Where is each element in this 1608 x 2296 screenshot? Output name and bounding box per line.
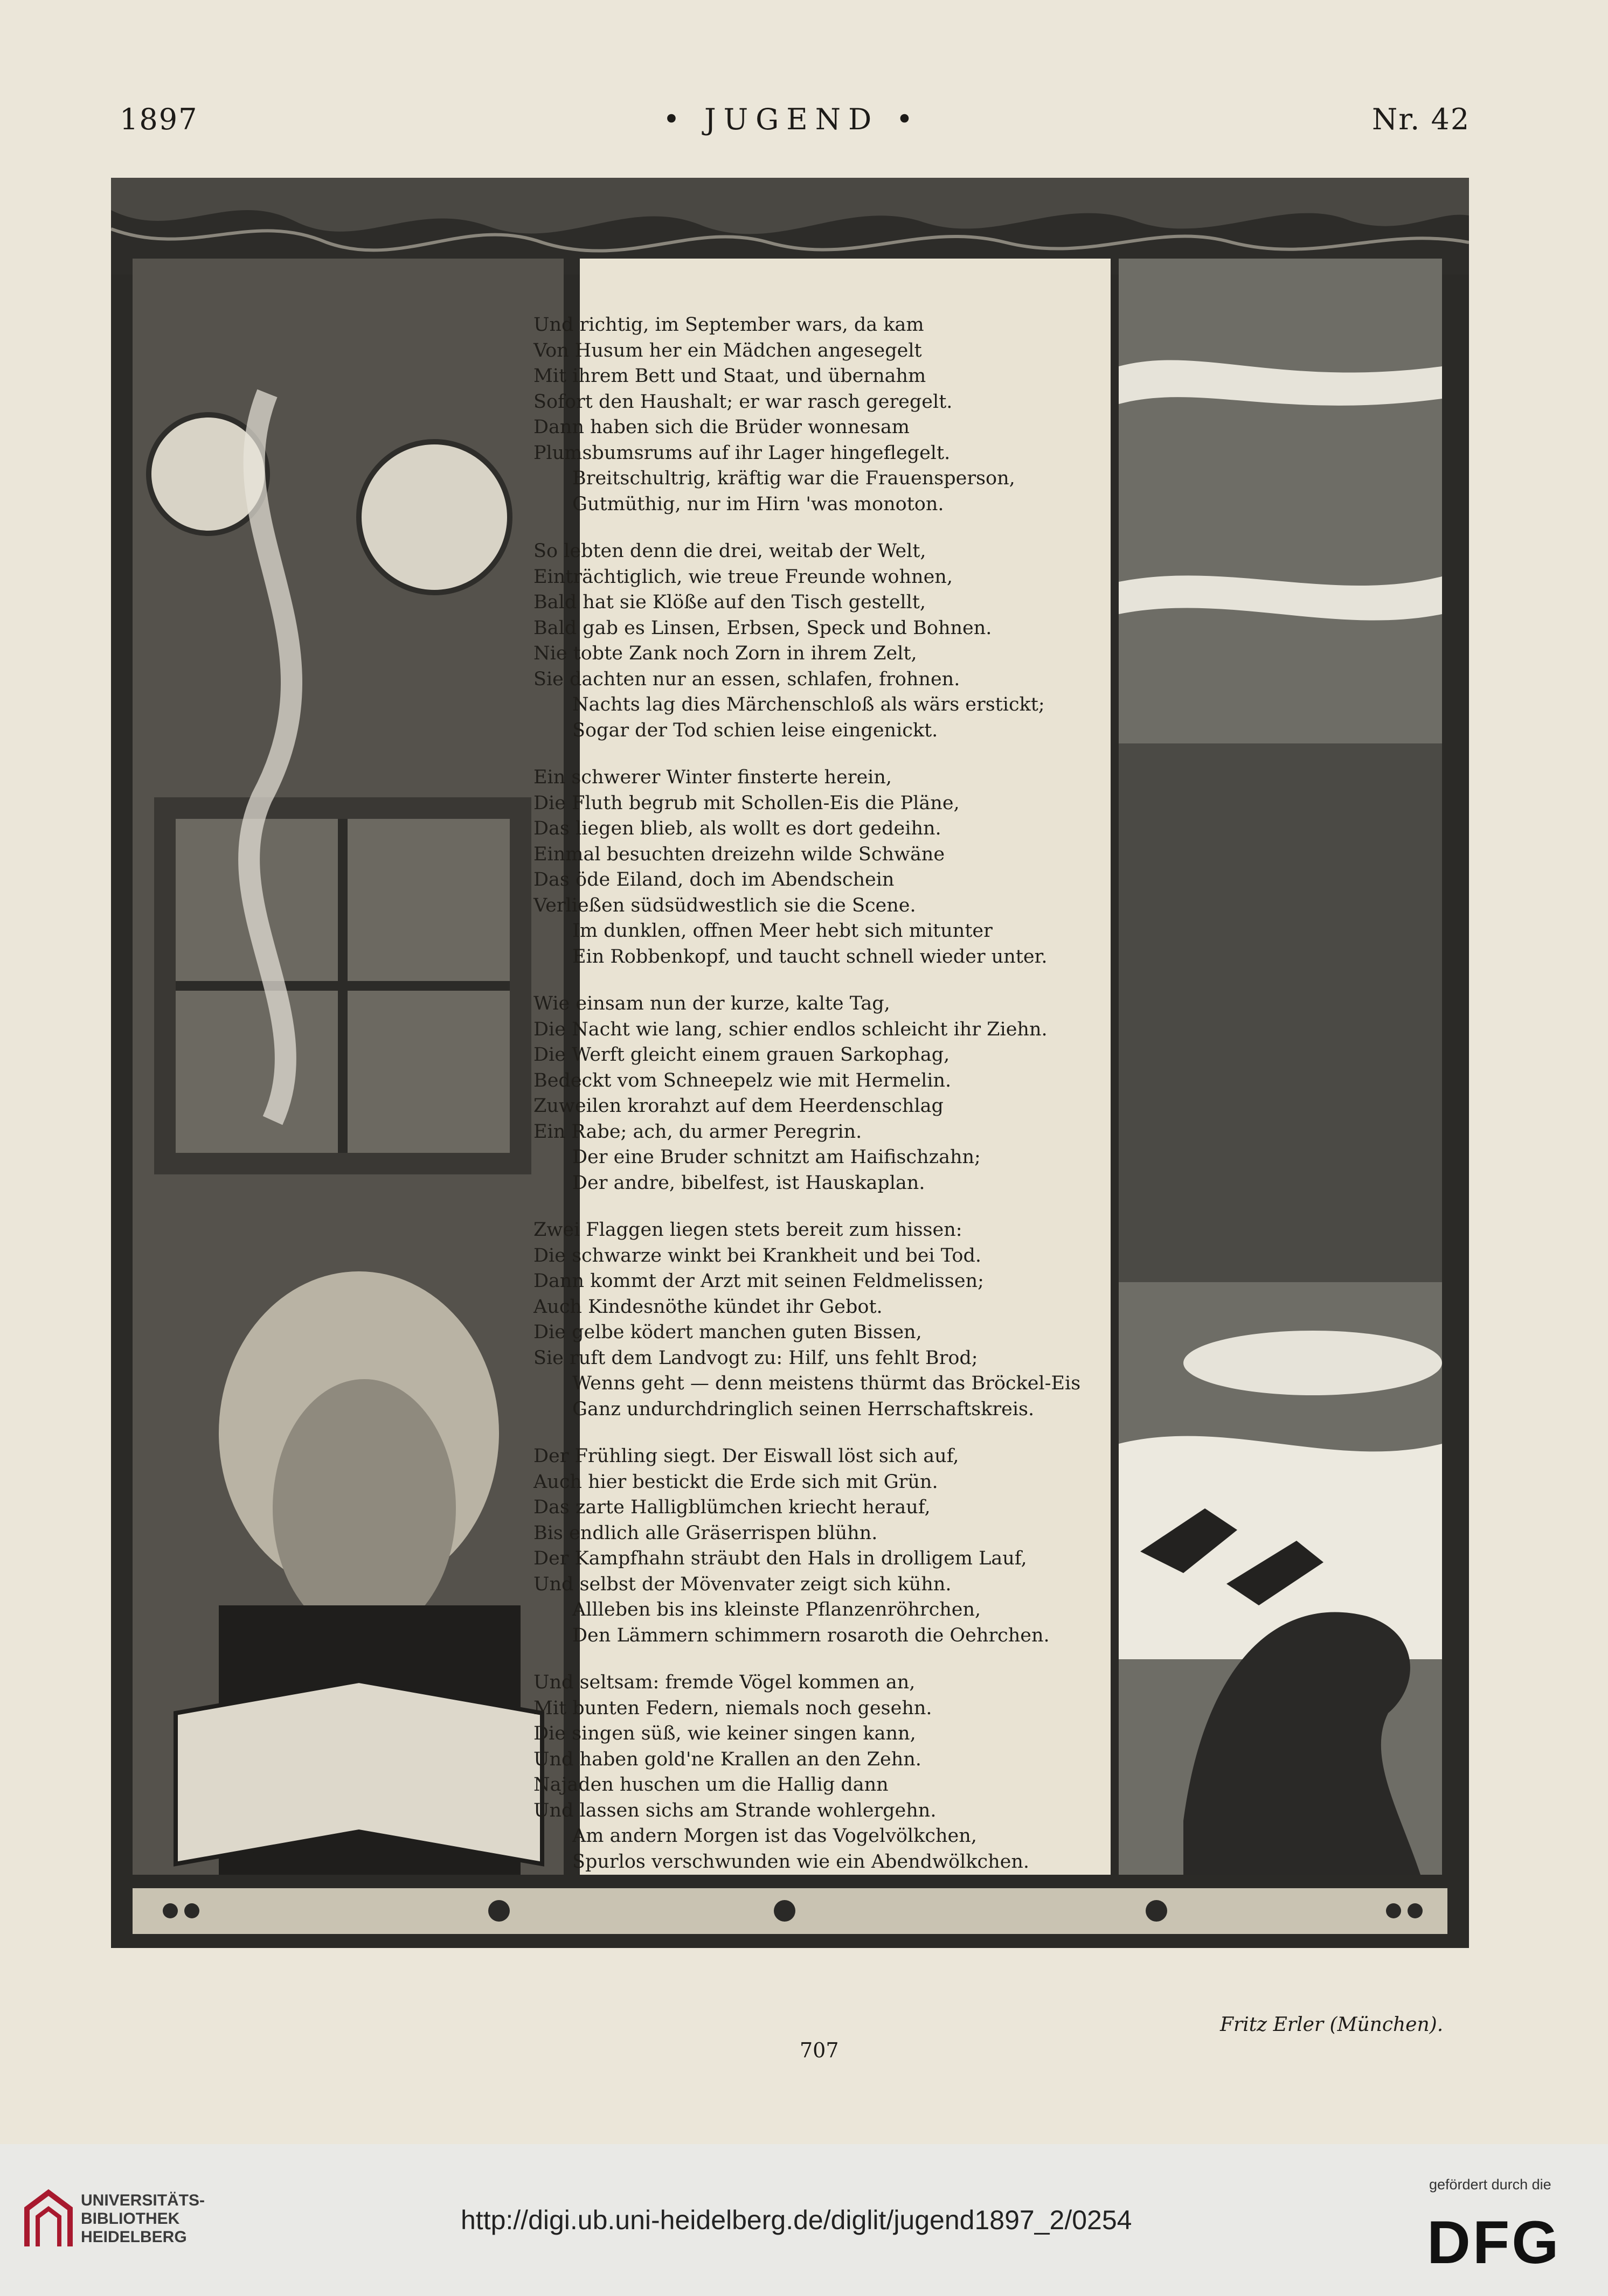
poem-line: Wenns geht — denn meistens thürmt das Bröckel-Eis [572, 1373, 1081, 1394]
poem-line: So lebten denn die drei, weitab der Welt, [533, 540, 926, 562]
permalink-url[interactable]: http://digi.ub.uni-heidelberg.de/diglit/jugend1897_2/0254 [461, 2205, 1132, 2235]
poem-line: Und haben gold'ne Krallen an den Zehn. [533, 1748, 921, 1770]
poem-line: Zwei Flaggen liegen stets bereit zum hissen: [533, 1219, 962, 1241]
poem-line: Breitschultrig, kräftig war die Frauensperson, [572, 468, 1015, 489]
artist-credit: Fritz Erler (München). [1220, 2014, 1444, 2036]
poem-line: Sie dachten nur an essen, schlafen, frohnen. [533, 668, 960, 690]
poem-line: Sofort den Haushalt; er war rasch geregelt. [533, 391, 953, 413]
poem-line: Von Husum her ein Mädchen angesegelt [533, 339, 922, 361]
poem-line: Der Frühling siegt. Der Eiswall löst sich auf, [533, 1445, 959, 1467]
header-title: • JUGEND • [663, 102, 921, 136]
poem-line: Im dunklen, offnen Meer hebt sich mitunter [572, 920, 993, 942]
poem-line: Und seltsam: fremde Vögel kommen an, [533, 1672, 916, 1693]
poem-line: Bis endlich alle Gräserrispen blühn. [533, 1522, 878, 1544]
poem-line: Das liegen blieb, als wollt es dort gedeihn. [533, 818, 941, 839]
poem-stanza [533, 312, 1099, 517]
poem-line: Auch hier bestickt die Erde sich mit Grün. [533, 1471, 938, 1493]
poem-stanza [533, 991, 1099, 1196]
poem-stanza [533, 765, 1099, 970]
poem-line: Sogar der Tod schien leise eingenickt. [572, 719, 938, 741]
poem-text [533, 312, 1099, 1896]
poem-line: Einmal besuchten dreizehn wilde Schwäne [533, 843, 945, 865]
poem-line: Der andre, bibelfest, ist Hauskaplan. [572, 1172, 925, 1194]
poem-line: Einträchtiglich, wie treue Freunde wohnen, [533, 566, 953, 588]
poem-line: Die Fluth begrub mit Schollen-Eis die Pläne, [533, 792, 960, 814]
poem-line: Plumsbumsrums auf ihr Lager hingeflegelt. [533, 442, 951, 464]
poem-line: Der Kampfhahn sträubt den Hals in drolligem Lauf, [533, 1548, 1027, 1569]
poem-line: Ganz undurchdringlich seinen Herrschaftskreis. [572, 1398, 1035, 1420]
poem-line: Dann kommt der Arzt mit seinen Feldmelissen; [533, 1270, 984, 1292]
dfg-logo[interactable]: DFG [1427, 2209, 1561, 2276]
poem-line: Bald hat sie Klöße auf den Tisch gestellt, [533, 592, 926, 613]
poem-line: Verließen südsüdwestlich sie die Scene. [533, 894, 916, 916]
poem-line: Der eine Bruder schnitzt am Haifischzahn; [572, 1146, 981, 1168]
library-name[interactable] [81, 2191, 205, 2246]
poem-line: Zuweilen krorahzt auf dem Heerdenschlag [533, 1095, 944, 1117]
poem-line: Den Lämmern schimmern rosaroth die Oehrchen. [572, 1624, 1050, 1646]
funding-note: gefördert durch die [1429, 2176, 1551, 2193]
library-name-line: UNIVERSITÄTS- [81, 2191, 205, 2209]
poem-line: Bedeckt vom Schneepelz wie mit Hermelin. [533, 1069, 952, 1091]
poem-stanza [533, 539, 1099, 743]
page-number: 707 [800, 2038, 839, 2062]
poem-line: Die Werft gleicht einem grauen Sarkophag, [533, 1044, 950, 1066]
poem-line: Dann haben sich die Brüder wonnesam [533, 416, 910, 438]
poem-line: Die schwarze winkt bei Krankheit und bei Tod. [533, 1244, 981, 1267]
poem-line: Najaden huschen um die Hallig dann [533, 1774, 889, 1796]
poem-line: Die Nacht wie lang, schier endlos schleicht ihr Ziehn. [533, 1018, 1048, 1040]
library-name-line: BIBLIOTHEK [81, 2210, 180, 2228]
poem-line: Bald gab es Linsen, Erbsen, Speck und Bohnen. [533, 617, 992, 639]
poem-line: Die singen süß, wie keiner singen kann, [533, 1723, 916, 1744]
poem-line: Und selbst der Mövenvater zeigt sich kühn. [533, 1573, 952, 1595]
poem-stanza [533, 1670, 1099, 1875]
header-issue: Nr. 42 [1372, 102, 1471, 136]
viewer-footer [0, 2144, 1608, 2296]
poem-line: Auch Kindesnöthe kündet ihr Gebot. [533, 1296, 883, 1318]
poem-line: Ein Robbenkopf, und taucht schnell wieder unter. [572, 945, 1048, 968]
poem-line: Am andern Morgen ist das Vogelvölkchen, [572, 1825, 977, 1847]
header-year: 1897 [120, 102, 198, 136]
poem-line: Allleben bis ins kleinste Pflanzenröhrchen, [572, 1599, 981, 1620]
scholar-reading-illustration [133, 259, 564, 1875]
poem-line: Spurlos verschwunden wie ein Abendwölkchen. [572, 1850, 1030, 1873]
poem-line: Mit ihrem Bett und Staat, und übernahm [533, 365, 926, 387]
poem-line: Ein schwerer Winter finsterte herein, [533, 767, 892, 788]
poem-line: Und lassen sichs am Strande wohlergehn. [533, 1799, 937, 1821]
poem-line: Und richtig, im September wars, da kam [533, 314, 924, 336]
poem-stanza [533, 1217, 1099, 1422]
poem-line: Ein Rabe; ach, du armer Peregrin. [533, 1121, 862, 1143]
library-name-line: HEIDELBERG [81, 2228, 187, 2246]
poem-stanza [533, 1444, 1099, 1648]
poem-line: Wie einsam nun der kurze, kalte Tag, [533, 993, 890, 1014]
poem-line: Nachts lag dies Märchenschloß als wärs erstickt; [572, 694, 1045, 715]
poem-line: Die gelbe ködert manchen guten Bissen, [533, 1321, 922, 1343]
poem-line: Nie tobte Zank noch Zorn in ihrem Zelt, [533, 643, 917, 664]
poem-line: Das zarte Halligblümchen kriecht herauf, [533, 1497, 931, 1518]
poem-line: Sie ruft dem Landvogt zu: Hilf, uns fehlt Brod; [533, 1347, 978, 1369]
poem-line: Gutmüthig, nur im Hirn 'was monoton. [572, 493, 944, 515]
seal-on-ice-illustration [1119, 259, 1442, 1875]
library-logo-icon [22, 2187, 75, 2252]
poem-line: Das öde Eiland, doch im Abendschein [533, 869, 895, 890]
poem-line: Mit bunten Federn, niemals noch gesehn. [533, 1697, 932, 1719]
